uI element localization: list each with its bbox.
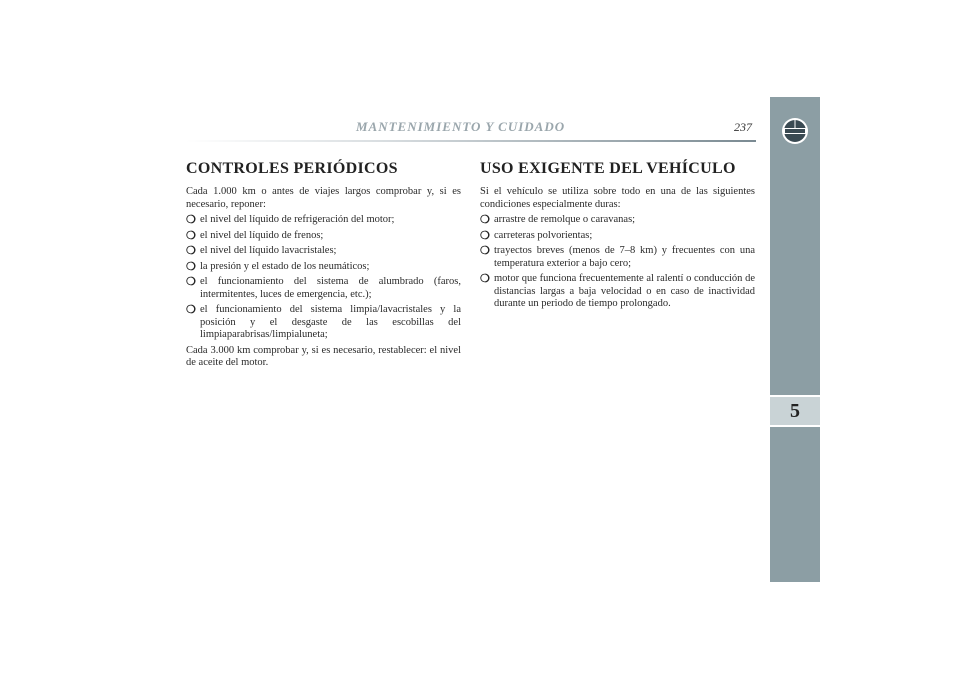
page-number: 237 [734, 120, 752, 134]
list-item: ❍ el nivel del líquido de frenos; [186, 229, 324, 242]
bullet-ring-icon: ❍ [480, 229, 490, 242]
bullet-ring-icon: ❍ [186, 304, 196, 316]
left-column [186, 160, 461, 373]
bullet-ring-icon: ❍ [480, 214, 490, 226]
list-item: ❍ el funcionamiento del sistema de alumbrado (faros, intermitentes, luces de emergencia, etc.); [186, 276, 461, 300]
header-rule [186, 140, 756, 142]
list-item: ❍ carreteras polvorientas; [480, 229, 593, 242]
list-item: ❍ arrastre de remolque o caravanas; [480, 214, 636, 226]
bullet-ring-icon: ❍ [186, 260, 196, 273]
right-intro: Si el vehículo se utiliza sobre todo en una de las siguientes condiciones especialmente duras: [480, 186, 755, 210]
list-item: ❍ el nivel del líquido lavacristales; [186, 245, 337, 257]
left-bullet-list [186, 214, 461, 342]
list-item: ❍ el funcionamiento del sistema limpia/lavacristales y la posición y el desgaste de las escobillas del limpiaparabrisas/limpialuneta; [186, 304, 461, 340]
list-item: ❍ el nivel del líquido de refrigeración del motor; [186, 214, 395, 226]
bullet-ring-icon: ❍ [186, 229, 196, 242]
section-title-uso-exigente: USO EXIGENTE DEL VEHÍCULO [480, 160, 736, 177]
running-header-title: MANTENIMIENTO Y CUIDADO [356, 119, 566, 134]
left-outro: Cada 3.000 km comprobar y, si es necesario, restablecer: el nivel de aceite del motor. [186, 344, 461, 368]
bullet-ring-icon: ❍ [480, 273, 490, 285]
bullet-ring-icon: ❍ [480, 245, 490, 257]
bullet-ring-icon: ❍ [186, 245, 196, 257]
chapter-sidebar [770, 97, 820, 582]
left-intro: Cada 1.000 km o antes de viajes largos comprobar y, si es necesario, reponer: [186, 186, 461, 210]
list-item: ❍ trayectos breves (menos de 7–8 km) y frecuentes con una temperatura exterior a bajo cero; [480, 245, 755, 269]
right-column [480, 160, 755, 314]
lancia-shield-icon [781, 116, 809, 146]
section-title-controles: CONTROLES PERIÓDICOS [186, 160, 398, 177]
bullet-ring-icon: ❍ [186, 214, 196, 226]
right-bullet-list [480, 214, 755, 311]
list-item: ❍ la presión y el estado de los neumáticos; [186, 260, 370, 273]
chapter-number-badge: 5 [770, 395, 820, 427]
list-item: ❍ motor que funciona frecuentemente al ralentí o conducción de distancias largas a baja velocidad o en caso de inactividad durante un periodo de tiempo prolongado. [480, 273, 755, 309]
bullet-ring-icon: ❍ [186, 276, 196, 288]
